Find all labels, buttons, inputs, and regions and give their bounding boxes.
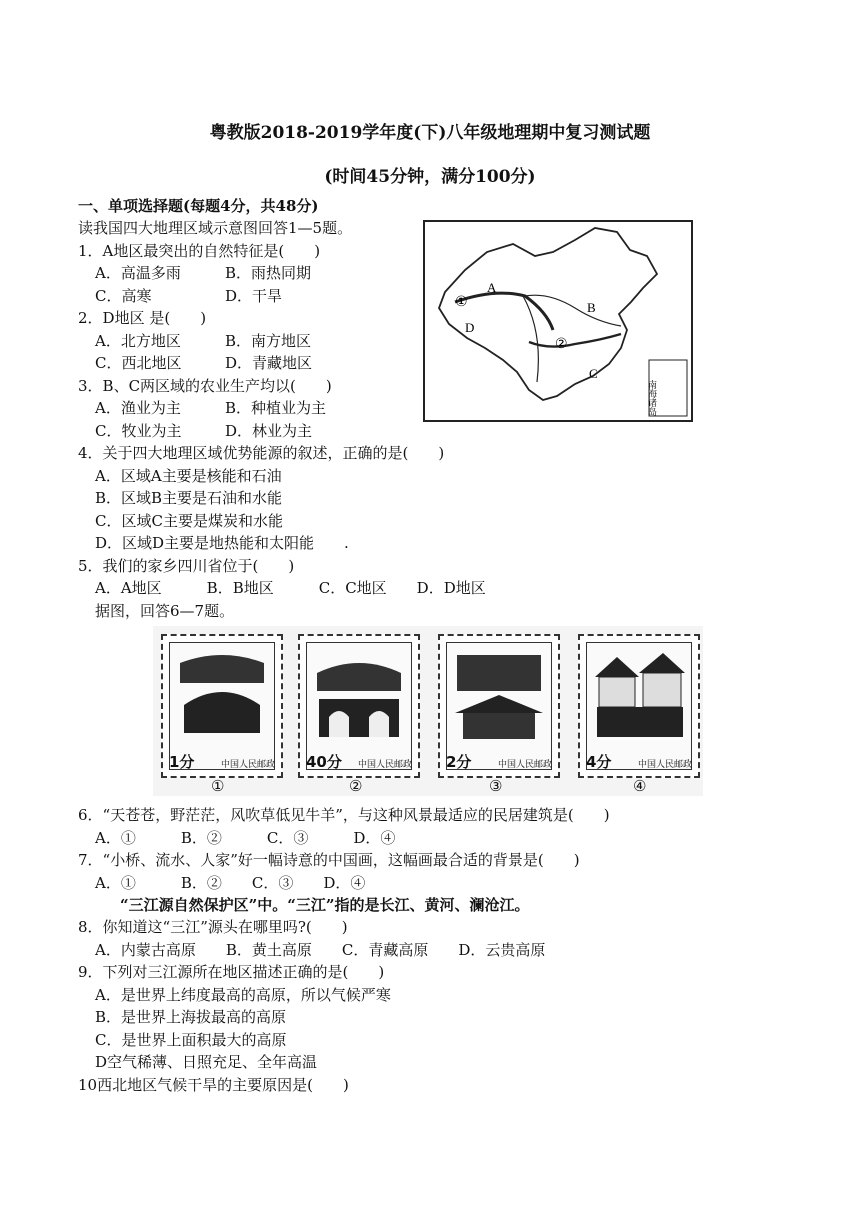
question-8: 8．你知道这“三江”源头在哪里吗?( ) xyxy=(78,918,348,936)
map-label-b: B xyxy=(587,300,596,315)
option: A．渔业为主 xyxy=(95,399,181,417)
question-9: 9．下列对三江源所在地区描述正确的是( ) xyxy=(78,963,385,981)
option: B．雨热同期 xyxy=(225,264,312,282)
option: B．区域B主要是石油和水能 xyxy=(95,489,283,507)
stamp-issuer: 中国人民邮政 xyxy=(357,760,412,770)
section-heading: 一、单项选择题(每题4分，共48分) xyxy=(78,197,319,215)
stamp-value: 1分 xyxy=(169,753,195,771)
question-1: 1．A地区最突出的自然特征是( ) xyxy=(78,242,321,260)
option: D．青藏地区 xyxy=(225,354,313,372)
option: A．是世界上纬度最高的高原，所以气候严寒 xyxy=(95,986,391,1004)
stamp-1 xyxy=(161,634,283,778)
option: B．是世界上海拔最高的高原 xyxy=(95,1008,287,1026)
option: C．是世界上面积最大的高原 xyxy=(95,1031,287,1049)
boundary-line-3 xyxy=(529,334,621,347)
options-row: A．① B．② C．③ D．④ xyxy=(95,829,396,847)
options-row: A．内蒙古高原 B．黄土高原 C．青藏高原 D．云贵高原 xyxy=(95,941,546,959)
question-7: 7．“小桥、流水、人家”好一幅诗意的中国画，这幅画最合适的背景是( ) xyxy=(78,851,580,869)
option: A．北方地区 xyxy=(95,332,181,350)
intro-text: 据图，回答6—7题。 xyxy=(95,602,235,620)
china-region-map xyxy=(423,220,693,422)
map-marker-2: ② xyxy=(555,336,568,352)
page-title: 粤教版2018-2019学年度(下)八年级地理期中复习测试题 xyxy=(209,123,651,143)
stamp-2 xyxy=(298,634,420,778)
question-4: 4．关于四大地理区域优势能源的叙述，正确的是( ) xyxy=(78,444,445,462)
question-6: 6．“天苍苍，野茫茫，风吹草低见牛羊”，与这种风景最适应的民居建筑是( ) xyxy=(78,806,610,824)
map-marker-1: ① xyxy=(455,294,468,310)
stamp-number: ① xyxy=(211,777,225,795)
stamp-number: ③ xyxy=(489,777,503,795)
option: B．南方地区 xyxy=(225,332,312,350)
page-subtitle: (时间45分钟，满分100分) xyxy=(324,167,536,187)
option: A．高温多雨 xyxy=(95,264,181,282)
option: D空气稀薄、日照充足、全年高温 xyxy=(95,1053,318,1071)
map-drawing xyxy=(425,222,691,420)
question-10: 10西北地区气候干旱的主要原因是( ) xyxy=(78,1076,349,1094)
stamp-value: 2分 xyxy=(446,753,472,771)
option: C．区域C主要是煤炭和水能 xyxy=(95,512,283,530)
intro-text: 读我国四大地理区域示意图回答1—5题。 xyxy=(78,219,353,237)
stamp-value: 40分 xyxy=(306,753,342,771)
map-label-c: C xyxy=(589,366,598,381)
option: C．西北地区 xyxy=(95,354,182,372)
stamp-value: 4分 xyxy=(586,753,612,771)
option: D．林业为主 xyxy=(225,422,313,440)
question-3: 3．B、C两区域的农业生产均以( ) xyxy=(78,377,332,395)
stamp-4 xyxy=(578,634,700,778)
question-2: 2．D地区 是( ) xyxy=(78,309,207,327)
map-label-a: A xyxy=(487,280,497,295)
map-inset-label: 南海诸岛 xyxy=(646,380,656,416)
option: C．牧业为主 xyxy=(95,422,182,440)
dwelling-illustration xyxy=(447,643,551,743)
option: D．区域D主要是地热能和太阳能 . xyxy=(95,534,349,552)
map-label-d: D xyxy=(465,320,475,335)
note-text: “三江源自然保护区”中。“三江”指的是长江、黄河、澜沧江。 xyxy=(120,896,530,914)
question-5: 5．我们的家乡四川省位于( ) xyxy=(78,557,295,575)
options-row: A．① B．② C．③ D．④ xyxy=(95,874,366,892)
stamp-issuer: 中国人民邮政 xyxy=(497,760,552,770)
stamp-issuer: 中国人民邮政 xyxy=(637,760,692,770)
option: A．区域A主要是核能和石油 xyxy=(95,467,282,485)
boundary-line-4 xyxy=(523,296,538,382)
dwelling-illustration xyxy=(307,643,411,743)
stamp-number: ② xyxy=(349,777,363,795)
stamp-figure xyxy=(153,626,703,796)
option: D．干旱 xyxy=(225,287,283,305)
option: C．高寒 xyxy=(95,287,152,305)
stamp-3 xyxy=(438,634,560,778)
dwelling-illustration xyxy=(170,643,274,743)
options-row: A．A地区 B．B地区 C．C地区 D．D地区 xyxy=(95,579,486,597)
option: B．种植业为主 xyxy=(225,399,327,417)
stamp-number: ④ xyxy=(633,777,647,795)
dwelling-illustration xyxy=(587,643,691,743)
china-outline xyxy=(439,228,657,400)
stamp-issuer: 中国人民邮政 xyxy=(220,760,275,770)
